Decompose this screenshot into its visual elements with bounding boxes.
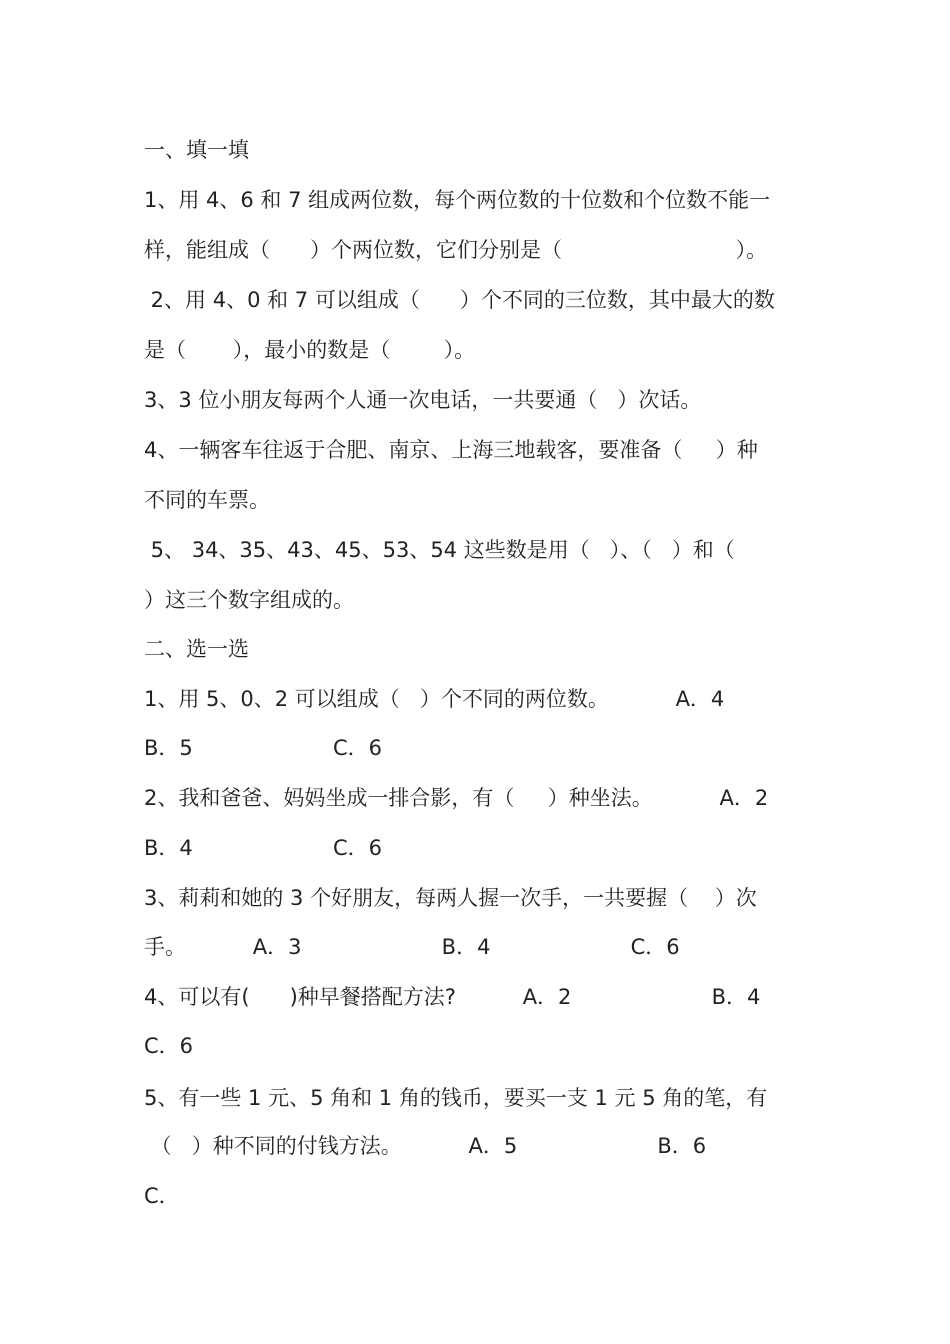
choose-question-3-line-1: 3、莉莉和她的 3 个好朋友，每两人握一次手，一共要握（ ）次 bbox=[144, 886, 757, 910]
fill-question-4-line-2: 不同的车票。 bbox=[144, 488, 270, 512]
fill-question-4-line-1: 4、一辆客车往返于合肥、南京、上海三地载客，要准备（ ）种 bbox=[144, 438, 758, 462]
choose-question-3-line-2: 手。 A．3 B．4 C．6 bbox=[144, 935, 680, 959]
fill-question-5-line-1: 5、 34、35、43、45、53、54 这些数是用（ ）、（ ）和（ bbox=[144, 538, 735, 562]
section-heading-choose: 二、选一选 bbox=[144, 637, 249, 661]
fill-question-5-line-2: ）这三个数字组成的。 bbox=[144, 588, 354, 612]
fill-question-1-line-2: 样，能组成（ ）个两位数，它们分别是（ ）。 bbox=[144, 238, 768, 262]
choose-question-5-options: C． bbox=[144, 1184, 180, 1208]
fill-question-1-line-1: 1、用 4、6 和 7 组成两位数，每个两位数的十位数和个位数不能一 bbox=[144, 188, 771, 212]
choose-question-2-options: B．4 C．6 bbox=[144, 836, 382, 860]
fill-question-2-line-1: 2、用 4、0 和 7 可以组成（ ）个不同的三位数，其中最大的数 bbox=[144, 288, 775, 312]
section-heading-fill: 一、填一填 bbox=[144, 138, 249, 162]
fill-question-3: 3、3 位小朋友每两个人通一次电话，一共要通（ ）次话。 bbox=[144, 388, 702, 412]
choose-question-5-line-2: （ ）种不同的付钱方法。 A．5 B．6 bbox=[144, 1134, 707, 1158]
choose-question-1-options: B．5 C．6 bbox=[144, 736, 382, 760]
choose-question-5-line-1: 5、有一些 1 元、5 角和 1 角的钱币，要买一支 1 元 5 角的笔，有 bbox=[144, 1086, 768, 1110]
choose-question-2-line-1: 2、我和爸爸、妈妈坐成一排合影，有（ ）种坐法。 A．2 bbox=[144, 786, 769, 810]
fill-question-2-line-2: 是（ ），最小的数是（ ）。 bbox=[144, 338, 476, 362]
choose-question-1-line-1: 1、用 5、0、2 可以组成（ ）个不同的两位数。 A．4 bbox=[144, 687, 725, 711]
choose-question-4-options: C．6 bbox=[144, 1034, 194, 1058]
choose-question-4-line-1: 4、可以有( )种早餐搭配方法? A．2 B．4 bbox=[144, 985, 761, 1009]
